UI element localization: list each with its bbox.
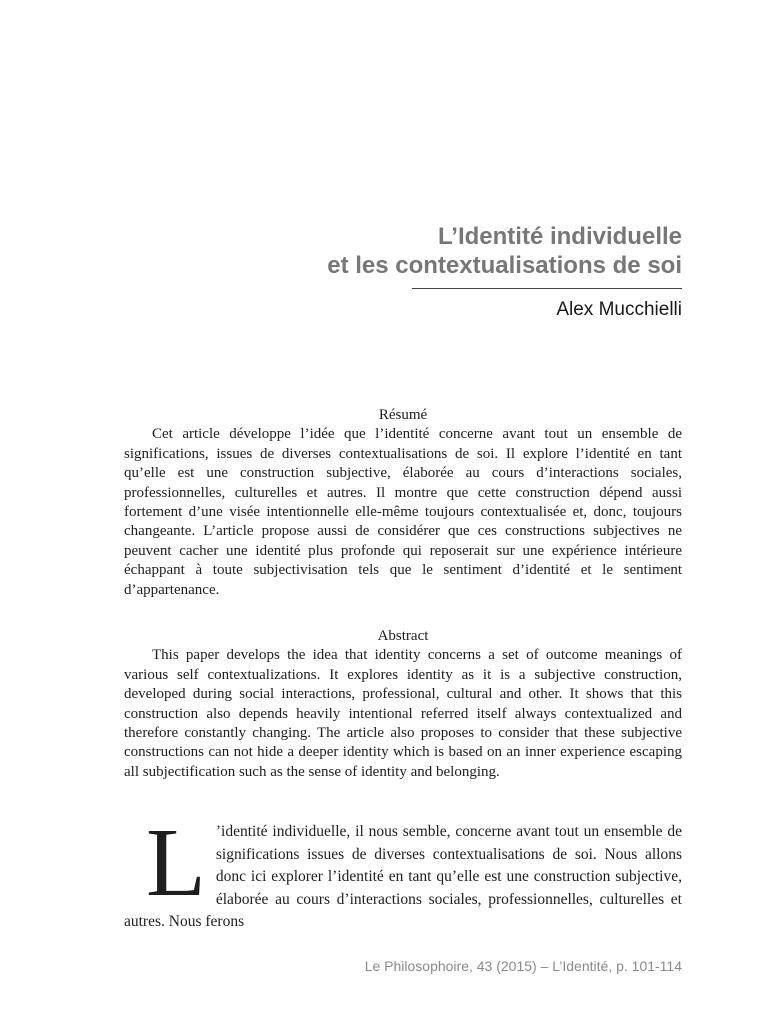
introduction-paragraph xyxy=(124,809,682,934)
drop-cap: L xyxy=(146,809,206,917)
abstract-text: This paper develops the idea that identity concerns a set of outcome meanings of various self contextualizations. It explores identity as it is a subjective construction, developed during social interactions, professional, cultural and other. It shows that this construction also depends heavily intentional referred itself always contextualized and therefore constantly changing. The article also proposes to consider that these subjective constructions can not hide a deeper identity which is based on an inner experience escaping all subjectification such as the sense of identity and belonging. xyxy=(124,647,682,780)
article-title-line-1: L’Identité individuelle xyxy=(437,223,682,250)
introduction-text: ’identité individuelle, il nous semble, concerne avant tout un ensemble de significations issues de diverses contextualisations de soi. Nous allons donc ici explorer l’identité en tant qu’elle est une construction subjective, élaborée au cours d’interactions sociales, professionnelles, culturelles et autres. Nous ferons xyxy=(124,823,682,930)
resume-text: Cet article développe l’idée que l’identité concerne avant tout un ensemble de significations, issues de diverses contextualisations de soi. Il explore l’identité en tant qu’elle est une construction subjective, élaborée au cours d’interactions sociales, professionnelles, culturelles et autres. Il montre que cette construction dépend aussi fortement d’une visée intentionnelle elle-même toujours contextualisée et, donc, toujours changeante. L’article propose aussi de considérer que ces constructions subjectives ne peuvent cacher une identité plus profonde qui reposerait sur une expérience intérieure échappant à toute subjectivisation tels que le sentiment d’identité et le sentiment d’appartenance. xyxy=(124,426,682,598)
title-divider xyxy=(412,288,682,289)
page-footer-citation: Le Philosophoire, 43 (2015) – L’Identité, p. 101-114 xyxy=(364,958,682,974)
article-title-line-2: et les contextualisations de soi xyxy=(327,252,682,279)
abstract-heading: Abstract xyxy=(377,628,429,644)
author-name: Alex Mucchielli xyxy=(556,299,682,320)
resume-section xyxy=(124,406,682,600)
resume-heading: Résumé xyxy=(378,407,428,423)
article-title xyxy=(182,222,682,280)
abstract-section xyxy=(124,627,682,782)
